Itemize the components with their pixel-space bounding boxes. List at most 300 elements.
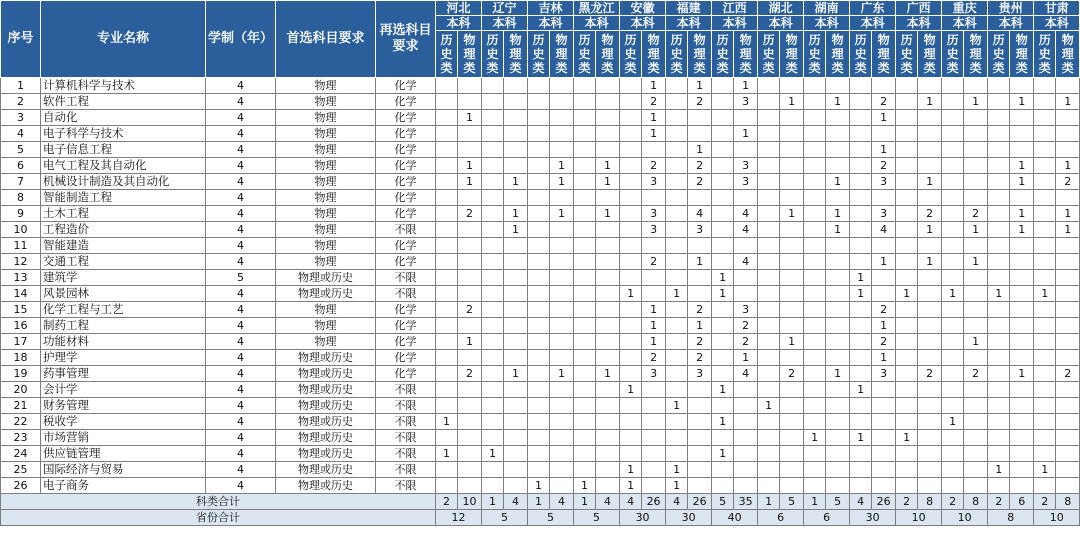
- row-count-cell: 1: [872, 110, 896, 126]
- row-count-cell: [780, 382, 804, 398]
- row-seq: 5: [1, 142, 41, 158]
- row-years: 4: [206, 94, 276, 110]
- subtotal-cell: 2: [896, 494, 918, 510]
- row-count-cell: [896, 238, 918, 254]
- row-count-cell: [988, 94, 1010, 110]
- row-count-cell: [918, 350, 942, 366]
- header-physics: 物理类: [872, 31, 896, 78]
- row-count-cell: [528, 126, 550, 142]
- row-second-subject: 化学: [376, 190, 436, 206]
- row-count-cell: [988, 334, 1010, 350]
- header-level: 本科: [804, 16, 850, 31]
- row-count-cell: [850, 174, 872, 190]
- row-count-cell: [826, 238, 850, 254]
- row-major-name: 智能建造: [41, 238, 206, 254]
- row-count-cell: [1056, 382, 1080, 398]
- row-count-cell: [1010, 430, 1034, 446]
- row-first-subject: 物理或历史: [276, 398, 376, 414]
- row-seq: 21: [1, 398, 41, 414]
- row-count-cell: [780, 398, 804, 414]
- row-count-cell: [942, 222, 964, 238]
- row-count-cell: [574, 142, 596, 158]
- row-count-cell: [804, 238, 826, 254]
- row-count-cell: [804, 318, 826, 334]
- row-count-cell: [734, 142, 758, 158]
- row-count-cell: [712, 478, 734, 494]
- row-first-subject: 物理或历史: [276, 446, 376, 462]
- subtotal-cell: 26: [872, 494, 896, 510]
- row-count-cell: [872, 382, 896, 398]
- row-count-cell: [712, 174, 734, 190]
- row-count-cell: [1010, 270, 1034, 286]
- row-second-subject: 化学: [376, 110, 436, 126]
- row-count-cell: [666, 366, 688, 382]
- row-count-cell: 1: [872, 318, 896, 334]
- row-count-cell: [666, 302, 688, 318]
- row-count-cell: [734, 110, 758, 126]
- row-count-cell: 2: [688, 174, 712, 190]
- row-first-subject: 物理: [276, 126, 376, 142]
- row-count-cell: 1: [666, 398, 688, 414]
- row-count-cell: [1010, 414, 1034, 430]
- row-first-subject: 物理: [276, 206, 376, 222]
- header-physics: 物理类: [642, 31, 666, 78]
- row-count-cell: [666, 446, 688, 462]
- row-first-subject: 物理: [276, 78, 376, 94]
- row-count-cell: [734, 462, 758, 478]
- row-count-cell: [964, 238, 988, 254]
- row-count-cell: [988, 398, 1010, 414]
- row-count-cell: 3: [642, 174, 666, 190]
- row-count-cell: [942, 238, 964, 254]
- total-cell: 5: [482, 510, 528, 526]
- row-count-cell: 3: [642, 206, 666, 222]
- row-count-cell: 1: [896, 286, 918, 302]
- row-count-cell: [458, 286, 482, 302]
- row-count-cell: 1: [712, 286, 734, 302]
- row-count-cell: [436, 78, 458, 94]
- row-count-cell: [758, 126, 780, 142]
- row-second-subject: 化学: [376, 78, 436, 94]
- table-row: [1, 462, 1080, 478]
- row-count-cell: [896, 318, 918, 334]
- row-count-cell: 2: [734, 318, 758, 334]
- header-physics: 物理类: [964, 31, 988, 78]
- row-count-cell: [826, 158, 850, 174]
- row-count-cell: [826, 334, 850, 350]
- row-count-cell: [1010, 254, 1034, 270]
- row-count-cell: [1056, 334, 1080, 350]
- row-count-cell: [758, 78, 780, 94]
- row-count-cell: [826, 302, 850, 318]
- row-count-cell: [504, 286, 528, 302]
- row-count-cell: [458, 382, 482, 398]
- row-count-cell: [712, 302, 734, 318]
- row-count-cell: [918, 126, 942, 142]
- row-count-cell: [964, 78, 988, 94]
- row-count-cell: 1: [988, 462, 1010, 478]
- row-second-subject: 化学: [376, 366, 436, 382]
- row-count-cell: [436, 238, 458, 254]
- row-years: 4: [206, 478, 276, 494]
- row-count-cell: [918, 270, 942, 286]
- row-count-cell: 1: [596, 366, 620, 382]
- total-cell: 5: [574, 510, 620, 526]
- row-count-cell: [826, 254, 850, 270]
- row-count-cell: [804, 270, 826, 286]
- row-count-cell: [482, 254, 504, 270]
- row-count-cell: [1034, 382, 1056, 398]
- row-count-cell: 1: [850, 382, 872, 398]
- row-count-cell: [620, 270, 642, 286]
- row-years: 4: [206, 174, 276, 190]
- row-count-cell: [596, 238, 620, 254]
- row-second-subject: 化学: [376, 158, 436, 174]
- row-count-cell: [942, 78, 964, 94]
- row-count-cell: [964, 478, 988, 494]
- header-history: 历史类: [988, 31, 1010, 78]
- header-level: 本科: [988, 16, 1034, 31]
- subtotal-cell: 4: [596, 494, 620, 510]
- row-count-cell: [872, 446, 896, 462]
- row-count-cell: [550, 350, 574, 366]
- row-count-cell: [942, 446, 964, 462]
- row-count-cell: [826, 446, 850, 462]
- row-count-cell: [482, 78, 504, 94]
- row-count-cell: [550, 142, 574, 158]
- row-count-cell: [780, 126, 804, 142]
- row-count-cell: [780, 446, 804, 462]
- row-count-cell: [850, 302, 872, 318]
- row-count-cell: [436, 94, 458, 110]
- row-first-subject: 物理: [276, 302, 376, 318]
- row-count-cell: 1: [620, 382, 642, 398]
- row-count-cell: [620, 206, 642, 222]
- row-second-subject: 不限: [376, 446, 436, 462]
- header-physics: 物理类: [826, 31, 850, 78]
- row-years: 4: [206, 126, 276, 142]
- row-count-cell: [804, 110, 826, 126]
- row-major-name: 税收学: [41, 414, 206, 430]
- row-count-cell: 1: [896, 430, 918, 446]
- row-count-cell: [1034, 414, 1056, 430]
- header-physics: 物理类: [504, 31, 528, 78]
- row-count-cell: [482, 318, 504, 334]
- row-count-cell: 1: [1056, 222, 1080, 238]
- header-province: 贵州: [988, 1, 1034, 16]
- row-count-cell: 1: [1056, 158, 1080, 174]
- row-count-cell: [642, 446, 666, 462]
- row-count-cell: [688, 110, 712, 126]
- row-count-cell: [896, 302, 918, 318]
- header-history: 历史类: [482, 31, 504, 78]
- row-major-name: 计算机科学与技术: [41, 78, 206, 94]
- row-count-cell: [688, 478, 712, 494]
- row-count-cell: 1: [1010, 366, 1034, 382]
- row-count-cell: [574, 110, 596, 126]
- row-count-cell: [988, 110, 1010, 126]
- row-count-cell: [574, 286, 596, 302]
- row-years: 4: [206, 254, 276, 270]
- total-label: 省份合计: [1, 510, 436, 526]
- row-count-cell: [1034, 318, 1056, 334]
- row-count-cell: [826, 430, 850, 446]
- row-count-cell: [482, 158, 504, 174]
- row-count-cell: [528, 382, 550, 398]
- header-physics: 物理类: [1056, 31, 1080, 78]
- row-years: 5: [206, 270, 276, 286]
- row-count-cell: [942, 382, 964, 398]
- row-count-cell: [850, 478, 872, 494]
- row-count-cell: [596, 478, 620, 494]
- row-count-cell: [1056, 142, 1080, 158]
- row-count-cell: [574, 318, 596, 334]
- row-count-cell: [758, 382, 780, 398]
- row-count-cell: [804, 78, 826, 94]
- row-count-cell: 2: [734, 334, 758, 350]
- row-count-cell: [780, 190, 804, 206]
- row-count-cell: [804, 414, 826, 430]
- row-count-cell: 1: [872, 350, 896, 366]
- row-second-subject: 化学: [376, 174, 436, 190]
- row-count-cell: [826, 382, 850, 398]
- row-count-cell: [1034, 126, 1056, 142]
- header-province: 重庆: [942, 1, 988, 16]
- row-count-cell: [826, 78, 850, 94]
- row-count-cell: [988, 414, 1010, 430]
- row-count-cell: [436, 286, 458, 302]
- header-history: 历史类: [712, 31, 734, 78]
- row-count-cell: 1: [666, 286, 688, 302]
- row-count-cell: [596, 318, 620, 334]
- table-row: [1, 78, 1080, 94]
- row-count-cell: [1056, 430, 1080, 446]
- row-major-name: 土木工程: [41, 206, 206, 222]
- row-count-cell: [964, 174, 988, 190]
- row-count-cell: [1010, 398, 1034, 414]
- row-count-cell: [458, 478, 482, 494]
- row-count-cell: [826, 318, 850, 334]
- row-count-cell: [804, 302, 826, 318]
- row-count-cell: [550, 110, 574, 126]
- row-first-subject: 物理或历史: [276, 286, 376, 302]
- row-count-cell: [964, 446, 988, 462]
- row-count-cell: 3: [688, 366, 712, 382]
- row-count-cell: 2: [688, 350, 712, 366]
- row-count-cell: [458, 430, 482, 446]
- row-count-cell: 1: [942, 286, 964, 302]
- row-count-cell: [942, 302, 964, 318]
- row-count-cell: [804, 382, 826, 398]
- row-second-subject: 不限: [376, 222, 436, 238]
- row-count-cell: [688, 430, 712, 446]
- row-count-cell: [734, 430, 758, 446]
- row-count-cell: [826, 462, 850, 478]
- row-count-cell: [758, 94, 780, 110]
- row-count-cell: [458, 190, 482, 206]
- row-years: 4: [206, 334, 276, 350]
- row-count-cell: [666, 318, 688, 334]
- total-cell: 12: [436, 510, 482, 526]
- row-count-cell: [574, 414, 596, 430]
- row-count-cell: [872, 270, 896, 286]
- header-physics: 物理类: [734, 31, 758, 78]
- row-count-cell: [850, 414, 872, 430]
- row-count-cell: [1034, 110, 1056, 126]
- row-count-cell: 2: [688, 302, 712, 318]
- row-count-cell: [896, 222, 918, 238]
- row-count-cell: [896, 94, 918, 110]
- row-years: 4: [206, 382, 276, 398]
- row-count-cell: [918, 110, 942, 126]
- row-years: 4: [206, 302, 276, 318]
- row-major-name: 自动化: [41, 110, 206, 126]
- row-second-subject: 化学: [376, 334, 436, 350]
- row-count-cell: [528, 302, 550, 318]
- row-count-cell: [550, 270, 574, 286]
- row-count-cell: [666, 126, 688, 142]
- row-first-subject: 物理: [276, 334, 376, 350]
- row-count-cell: [1034, 94, 1056, 110]
- row-major-name: 电子信息工程: [41, 142, 206, 158]
- row-count-cell: [918, 446, 942, 462]
- row-count-cell: [872, 190, 896, 206]
- row-count-cell: [758, 414, 780, 430]
- row-count-cell: [550, 222, 574, 238]
- row-count-cell: 2: [780, 366, 804, 382]
- header-history: 历史类: [942, 31, 964, 78]
- row-count-cell: [734, 382, 758, 398]
- row-count-cell: 1: [872, 254, 896, 270]
- row-count-cell: 1: [596, 174, 620, 190]
- row-count-cell: [712, 398, 734, 414]
- row-count-cell: [550, 126, 574, 142]
- row-count-cell: [1056, 398, 1080, 414]
- row-count-cell: [596, 414, 620, 430]
- row-count-cell: [528, 254, 550, 270]
- table-row: [1, 318, 1080, 334]
- row-count-cell: [850, 398, 872, 414]
- row-count-cell: [596, 190, 620, 206]
- row-first-subject: 物理: [276, 190, 376, 206]
- row-count-cell: [666, 238, 688, 254]
- header-history: 历史类: [804, 31, 826, 78]
- row-count-cell: [620, 222, 642, 238]
- row-count-cell: [712, 158, 734, 174]
- row-first-subject: 物理: [276, 254, 376, 270]
- row-count-cell: 2: [642, 94, 666, 110]
- row-count-cell: [1056, 254, 1080, 270]
- row-seq: 25: [1, 462, 41, 478]
- row-count-cell: [642, 382, 666, 398]
- row-count-cell: 1: [712, 414, 734, 430]
- row-count-cell: [758, 334, 780, 350]
- row-count-cell: [850, 206, 872, 222]
- row-count-cell: [942, 462, 964, 478]
- row-count-cell: 4: [872, 222, 896, 238]
- row-count-cell: 3: [734, 94, 758, 110]
- row-count-cell: 1: [436, 414, 458, 430]
- row-count-cell: [436, 462, 458, 478]
- header-level: 本科: [436, 16, 482, 31]
- row-count-cell: [482, 350, 504, 366]
- row-years: 4: [206, 350, 276, 366]
- row-count-cell: [804, 478, 826, 494]
- row-count-cell: [458, 222, 482, 238]
- subtotal-cell: 1: [804, 494, 826, 510]
- row-count-cell: [804, 174, 826, 190]
- row-count-cell: [596, 78, 620, 94]
- row-count-cell: [780, 302, 804, 318]
- row-major-name: 制药工程: [41, 318, 206, 334]
- row-count-cell: [758, 366, 780, 382]
- row-count-cell: [712, 430, 734, 446]
- row-count-cell: 1: [642, 126, 666, 142]
- row-seq: 15: [1, 302, 41, 318]
- row-count-cell: [528, 366, 550, 382]
- row-count-cell: [528, 110, 550, 126]
- row-count-cell: [620, 366, 642, 382]
- row-count-cell: 1: [1010, 222, 1034, 238]
- row-years: 4: [206, 222, 276, 238]
- row-count-cell: 1: [504, 174, 528, 190]
- row-count-cell: [988, 446, 1010, 462]
- header-history: 历史类: [574, 31, 596, 78]
- row-count-cell: [850, 78, 872, 94]
- row-count-cell: 2: [918, 366, 942, 382]
- row-count-cell: [826, 110, 850, 126]
- row-count-cell: [780, 174, 804, 190]
- row-count-cell: [528, 222, 550, 238]
- row-count-cell: 1: [642, 110, 666, 126]
- row-major-name: 财务管理: [41, 398, 206, 414]
- row-count-cell: [1034, 142, 1056, 158]
- row-count-cell: [482, 414, 504, 430]
- row-count-cell: [964, 110, 988, 126]
- row-count-cell: [504, 398, 528, 414]
- row-count-cell: 1: [1010, 206, 1034, 222]
- row-count-cell: [620, 78, 642, 94]
- subtotal-cell: 1: [482, 494, 504, 510]
- table-row: [1, 126, 1080, 142]
- row-count-cell: [1034, 478, 1056, 494]
- header-physics: 物理类: [780, 31, 804, 78]
- row-count-cell: [1034, 174, 1056, 190]
- row-count-cell: [826, 478, 850, 494]
- row-count-cell: [988, 382, 1010, 398]
- row-count-cell: [804, 158, 826, 174]
- row-count-cell: [780, 478, 804, 494]
- row-years: 4: [206, 142, 276, 158]
- row-count-cell: [826, 350, 850, 366]
- row-years: 4: [206, 238, 276, 254]
- row-count-cell: [482, 142, 504, 158]
- row-count-cell: 1: [620, 478, 642, 494]
- row-count-cell: [550, 414, 574, 430]
- row-count-cell: [758, 238, 780, 254]
- row-count-cell: [1034, 78, 1056, 94]
- subtotal-cell: 8: [1056, 494, 1080, 510]
- row-count-cell: 1: [458, 110, 482, 126]
- row-count-cell: [942, 206, 964, 222]
- subtotal-cell: 2: [436, 494, 458, 510]
- header-years: 学制（年）: [206, 1, 276, 78]
- row-count-cell: [482, 270, 504, 286]
- row-count-cell: [804, 366, 826, 382]
- header-level: 本科: [758, 16, 804, 31]
- row-count-cell: [964, 398, 988, 414]
- row-count-cell: 4: [734, 206, 758, 222]
